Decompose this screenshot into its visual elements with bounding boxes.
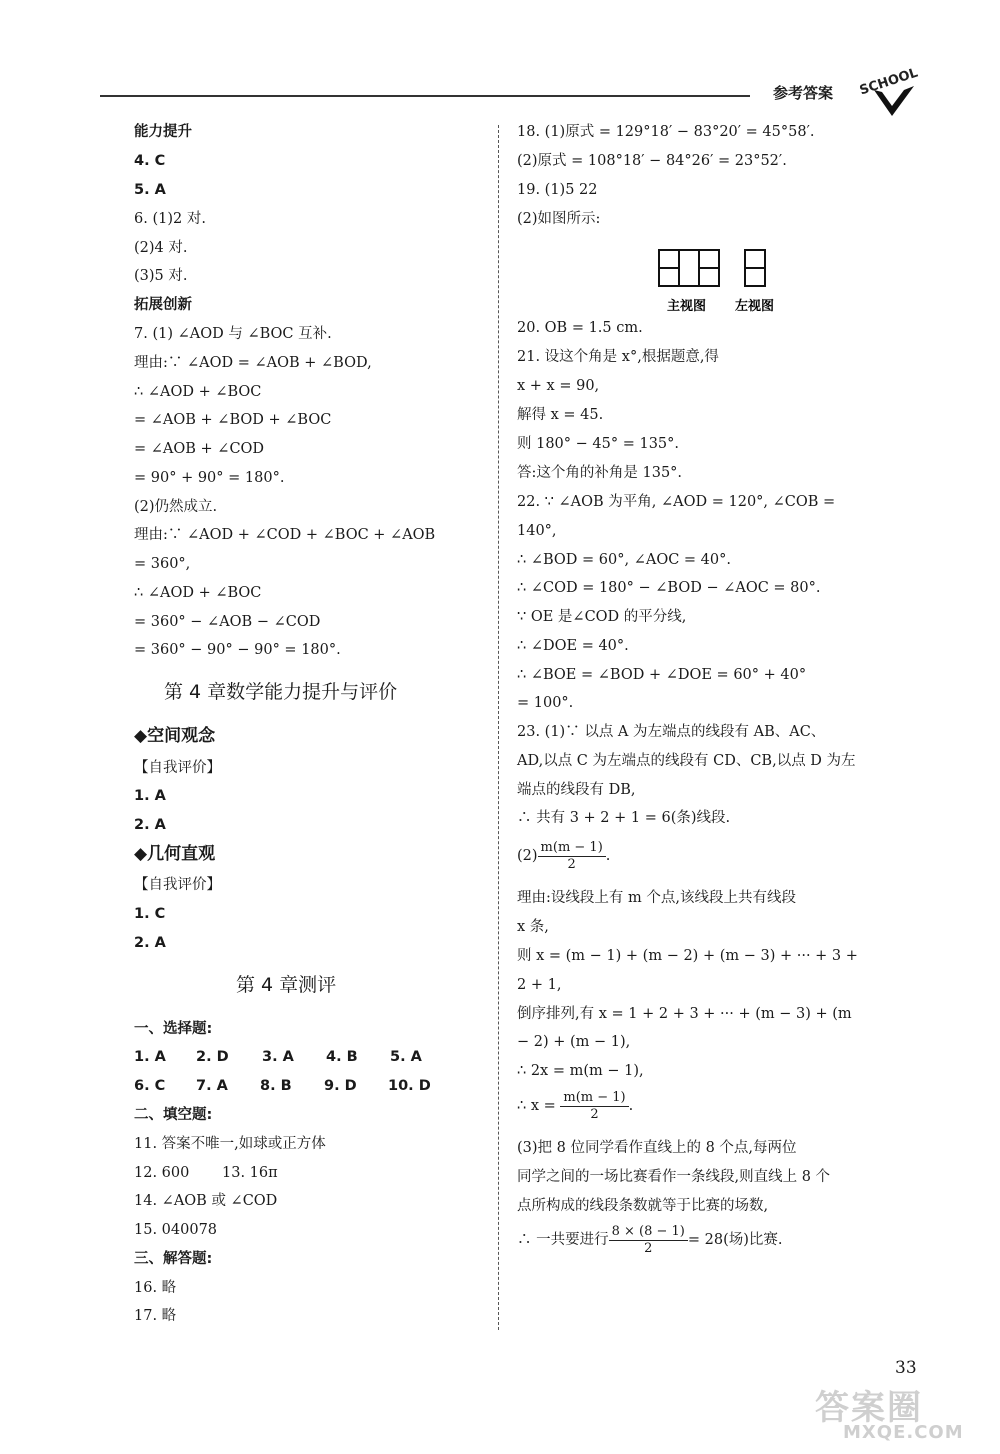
answer-line: 13. 16π [222, 1165, 278, 1181]
answer-line: ∴ ∠BOE = ∠BOD + ∠DOE = 60° + 40° [517, 667, 807, 683]
answer-line: = 90° + 90° = 180°. [134, 470, 285, 486]
page-number: 33 [895, 1358, 917, 1378]
choice-answer: 8. B [260, 1078, 292, 1094]
answer-line: 6. (1)2 对. [134, 211, 206, 227]
watermark-logo: 答案圈 [815, 1388, 923, 1428]
answer-line: 17. 略 [134, 1308, 177, 1324]
answer-line: 点所构成的线段条数就等于比赛的场数, [517, 1198, 769, 1214]
answer-line: 140°, [517, 523, 557, 539]
answer-prefix: ∴ 一共要进行 [517, 1232, 609, 1248]
fraction-denominator: 2 [644, 1240, 653, 1256]
answer-suffix: . [605, 848, 611, 864]
answer-line: 答:这个角的补角是 135°. [517, 465, 683, 481]
test-title: 第 4 章测评 [236, 974, 337, 996]
fraction-numerator: m(m − 1) [538, 840, 606, 857]
fraction [609, 1224, 688, 1257]
answer-line: 则 180° − 45° = 135°. [517, 436, 680, 452]
answer-line: − 2) + (m − 1), [517, 1034, 631, 1050]
answer-prefix: (2) [517, 848, 538, 864]
answer-line: 14. ∠AOB 或 ∠COD [134, 1193, 278, 1209]
section-choice: 一、选择题: [134, 1021, 213, 1037]
fraction-numerator: 8 × (8 − 1) [609, 1224, 688, 1241]
section-solve: 三、解答题: [134, 1251, 213, 1267]
header-title: 参考答案 [773, 84, 834, 102]
answer-line: 19. (1)5 22 [517, 182, 598, 198]
answer-line: = ∠AOB + ∠BOD + ∠BOC [134, 412, 332, 428]
answer-line: ∴ 2x = m(m − 1), [517, 1063, 644, 1079]
main-view-label: 主视图 [667, 299, 707, 314]
answer-line: 倒序排列,有 x = 1 + 2 + 3 + ··· + (m − 3) + (m [517, 1006, 852, 1022]
answer-line: 1. C [134, 906, 166, 922]
answer-line: 则 x = (m − 1) + (m − 2) + (m − 3) + ··· + 3 + [517, 948, 858, 964]
choice-answer: 6. C [134, 1078, 166, 1094]
answer-line: 解得 x = 45. [517, 407, 604, 423]
choice-answer: 7. A [196, 1078, 228, 1094]
answer-line: 21. 设这个角是 x°,根据题意,得 [517, 349, 719, 365]
fraction [560, 1090, 628, 1123]
answer-line: 18. (1)原式 = 129°18′ − 83°20′ = 45°58′. [517, 124, 815, 140]
self-eval-label: 【自我评价】 [134, 877, 221, 893]
answer-line: = 360° − 90° − 90° = 180°. [134, 642, 341, 658]
answer-line: (3)把 8 位同学看作直线上的 8 个点,每两位 [517, 1140, 797, 1156]
three-view-diagram [657, 248, 797, 318]
watermark-url: MXQE.COM [843, 1422, 964, 1443]
answer-line [517, 1088, 633, 1124]
answer-line: ∵ OE 是∠COD 的平分线, [517, 609, 687, 625]
answer-line: 22. ∵ ∠AOB 为平角, ∠AOD = 120°, ∠COB = [517, 494, 836, 510]
answer-line: ∴ ∠COD = 180° − ∠BOD − ∠AOC = 80°. [517, 580, 821, 596]
choice-answer: 4. B [326, 1049, 358, 1065]
answer-line: x + x = 90, [517, 378, 600, 394]
section-spatial: ◆空间观念 [134, 726, 216, 746]
answer-line: 7. (1) ∠AOD 与 ∠BOC 互补. [134, 326, 332, 342]
logo-text: SCHOOL [857, 65, 920, 99]
answer-line: x 条, [517, 919, 549, 935]
choice-answer: 5. A [390, 1049, 422, 1065]
answer-line: 5. A [134, 182, 166, 198]
answer-line: 23. (1)∵ 以点 A 为左端点的线段有 AB、AC、 [517, 724, 826, 740]
answer-line: (2)4 对. [134, 240, 188, 256]
answer-line: ∴ ∠AOD + ∠BOC [134, 585, 262, 601]
header-rule [100, 95, 750, 97]
answer-line: 理由:设线段上有 m 个点,该线段上共有线段 [517, 890, 796, 906]
answer-line: ∴ 共有 3 + 2 + 1 = 6(条)线段. [517, 810, 731, 826]
answer-line: AD,以点 C 为左端点的线段有 CD、CB,以点 D 为左 [517, 753, 856, 769]
answer-line: 15. 040078 [134, 1222, 218, 1238]
answer-suffix: . [628, 1098, 634, 1114]
section-geometry: ◆几何直观 [134, 844, 216, 864]
answer-line: 2. A [134, 935, 166, 951]
choice-answer: 9. D [324, 1078, 357, 1094]
answer-line: (2)原式 = 108°18′ − 84°26′ = 23°52′. [517, 153, 787, 169]
fraction-numerator: m(m − 1) [560, 1090, 628, 1107]
fraction-denominator: 2 [567, 856, 576, 872]
answer-line: 12. 600 [134, 1165, 190, 1181]
answer-line: (2)如图所示: [517, 211, 601, 227]
answer-line: ∴ ∠AOD + ∠BOC [134, 384, 262, 400]
answer-line: = 100°. [517, 695, 574, 711]
answer-line: 2. A [134, 817, 166, 833]
answer-line: 4. C [134, 153, 166, 169]
answer-line: 11. 答案不唯一,如球或正方体 [134, 1136, 326, 1152]
left-view-label: 左视图 [735, 299, 775, 314]
answer-prefix: ∴ x = [517, 1098, 561, 1114]
answer-line: 2 + 1, [517, 977, 562, 993]
choice-answer: 2. D [196, 1049, 229, 1065]
answer-line: 16. 略 [134, 1280, 177, 1296]
choice-answer: 10. D [388, 1078, 431, 1094]
column-divider [498, 125, 499, 1330]
answer-line: 1. A [134, 788, 166, 804]
answer-line: 端点的线段有 DB, [517, 782, 636, 798]
section-fill: 二、填空题: [134, 1107, 213, 1123]
answer-line: ∴ ∠DOE = 40°. [517, 638, 629, 654]
answer-line: 理由:∵ ∠AOD + ∠COD + ∠BOC + ∠AOB [134, 527, 436, 543]
answer-line: 同学之间的一场比赛看作一条线段,则直线上 8 个 [517, 1169, 831, 1185]
answer-line: ∴ ∠BOD = 60°, ∠AOC = 40°. [517, 552, 731, 568]
choice-answer: 1. A [134, 1049, 166, 1065]
chapter-eval-title: 第 4 章数学能力提升与评价 [164, 681, 398, 703]
answer-line: = 360° − ∠AOB − ∠COD [134, 614, 321, 630]
answer-line [517, 1222, 783, 1258]
heading-extension: 拓展创新 [134, 297, 192, 313]
fraction-denominator: 2 [590, 1106, 599, 1122]
answer-line: 20. OB = 1.5 cm. [517, 320, 643, 336]
answer-line: (2)仍然成立. [134, 499, 218, 515]
answer-suffix: = 28(场)比赛. [687, 1232, 783, 1248]
school-checkmark-icon [852, 60, 922, 120]
answer-line: 理由:∵ ∠AOD = ∠AOB + ∠BOD, [134, 355, 372, 371]
self-eval-label: 【自我评价】 [134, 760, 221, 776]
fraction [538, 840, 606, 873]
answer-line: = ∠AOB + ∠COD [134, 441, 265, 457]
heading-ability: 能力提升 [134, 124, 192, 140]
answer-line: (3)5 对. [134, 268, 188, 284]
choice-answer: 3. A [262, 1049, 294, 1065]
answer-line: = 360°, [134, 556, 191, 572]
answer-line [517, 838, 610, 874]
